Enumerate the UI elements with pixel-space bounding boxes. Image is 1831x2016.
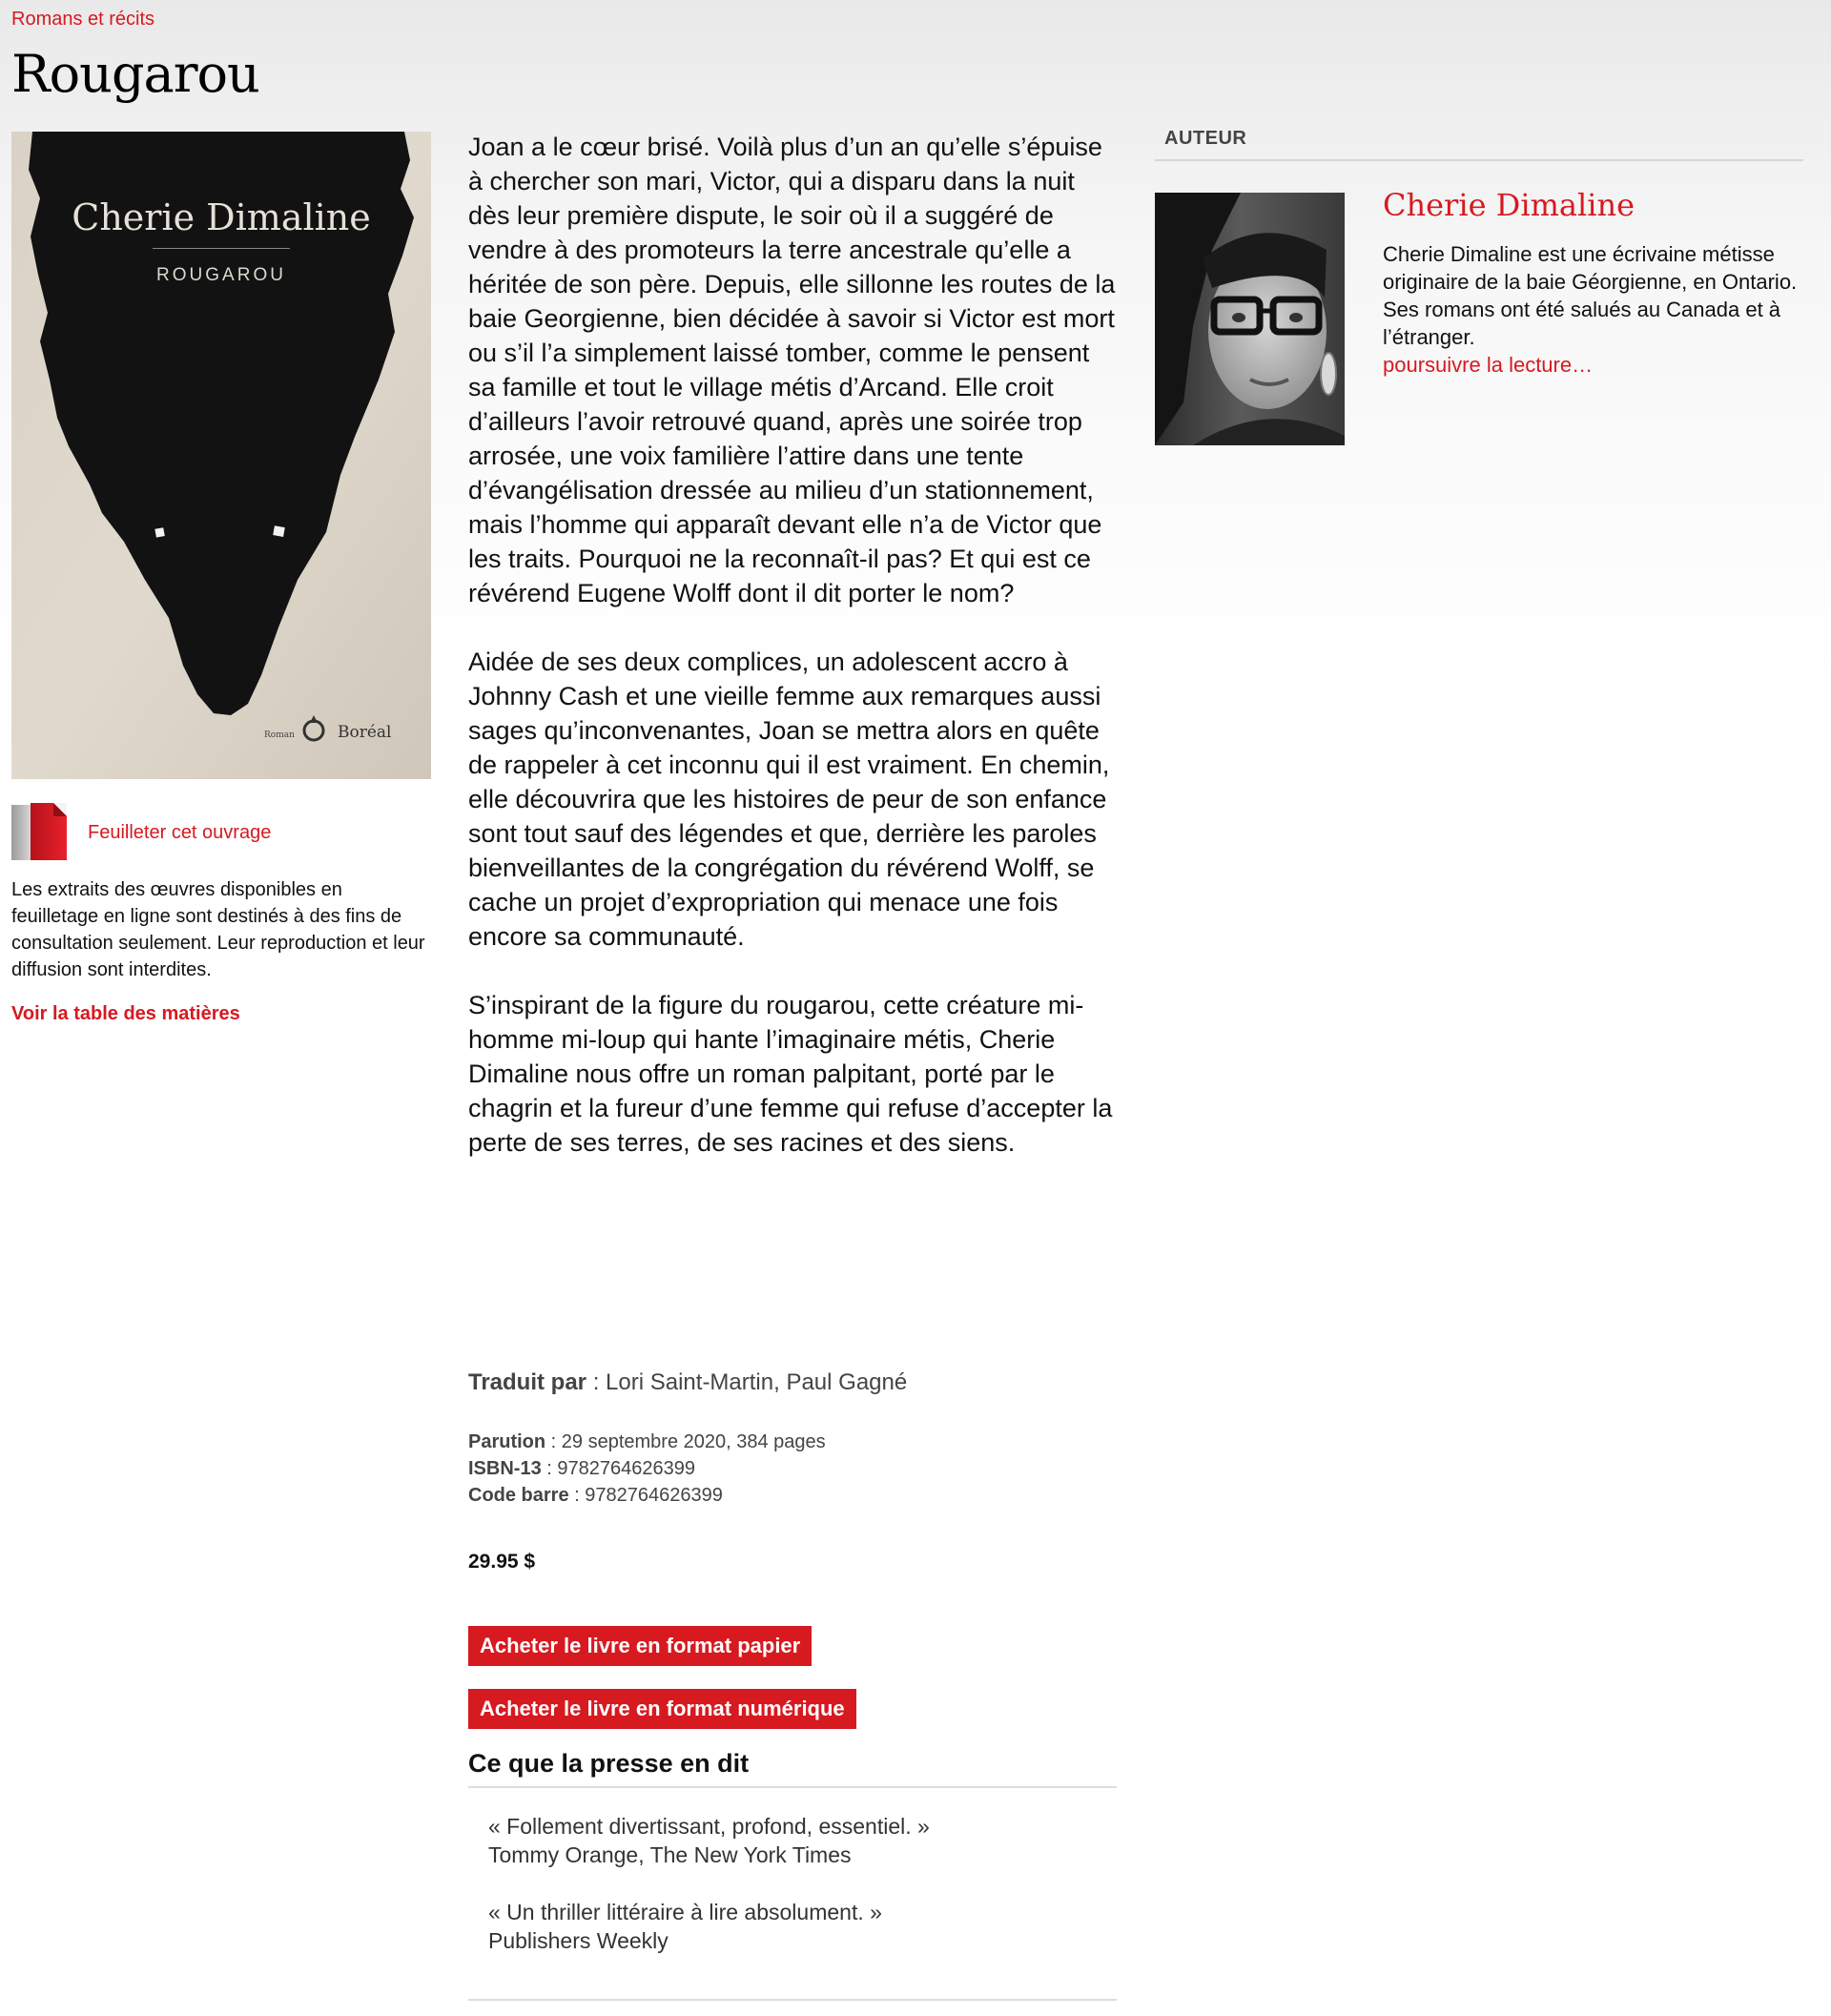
synopsis-paragraph: S’inspirant de la figure du rougarou, cette créature mi-homme mi-loup qui hante l’imaginaire métis, Cherie Dimaline nous offre un roman palpitant, porté par le chagrin et la fureur d’une femme qui refuse d’accepter la perte de ses terres, de ses racines et des siens. xyxy=(468,991,1113,1157)
author-photo[interactable] xyxy=(1155,193,1345,445)
page-title: Rougarou xyxy=(11,44,259,104)
category-link[interactable]: Romans et récits xyxy=(11,9,155,30)
press-quote xyxy=(488,1812,1099,1869)
cover-divider xyxy=(153,248,290,249)
book-preview-icon xyxy=(11,803,67,862)
book-cover[interactable] xyxy=(11,132,431,779)
author-bio xyxy=(1383,240,1812,379)
press-quote-text: « Un thriller littéraire à lire absolument. » xyxy=(488,1900,882,1924)
author-section-title: AUTEUR xyxy=(1155,128,1803,161)
preview-book-link[interactable] xyxy=(11,803,431,862)
isbn-row: ISBN-13 : 9782764626399 xyxy=(468,1458,695,1479)
isbn-label: ISBN-13 xyxy=(468,1458,542,1479)
cover-author-name: Cherie Dimaline xyxy=(72,196,371,238)
press-quote-source: Tommy Orange, The New York Times xyxy=(488,1842,852,1867)
book-price: 29.95 $ xyxy=(468,1551,536,1573)
release-label: Parution xyxy=(468,1431,546,1452)
cover-publisher: Boréal xyxy=(338,723,392,742)
barcode-row: Code barre : 9782764626399 xyxy=(468,1485,723,1506)
synopsis-paragraph: Aidée de ses deux complices, un adolescent accro à Johnny Cash et une vieille femme aux remarques aussi sages qu’inconvenantes, Joan se mettra alors en quête de rappeler à cet inconnu qui il est vraiment. En chemin, elle découvrira que les histoires de peur de son enfance sont tout sauf des légendes et que, derrière les paroles bienveillantes de la congrégation du révérend Wolff, se cache un projet d’expropriation qui menace une fois encore sa communauté. xyxy=(468,648,1110,951)
translators: Traduit par : Lori Saint-Martin, Paul Gagné xyxy=(468,1369,908,1395)
divider xyxy=(468,1999,1117,2001)
buy-paper-button[interactable]: Acheter le livre en format papier xyxy=(468,1626,812,1666)
isbn-value: 9782764626399 xyxy=(557,1458,695,1479)
press-quote xyxy=(488,1898,1099,1955)
preview-notice: Les extraits des œuvres disponibles en feuilletage en ligne sont destinés à des fins de consultation seulement. Leur reproduction et leur diffusion sont interdites. xyxy=(11,879,425,980)
author-name-link[interactable]: Cherie Dimaline xyxy=(1383,187,1635,223)
book-metadata xyxy=(468,1429,826,1509)
author-bio-text: Cherie Dimaline est une écrivaine métisse originaire de la baie Géorgienne, en Ontario. Ses romans ont été salués au Canada et à l’étranger. xyxy=(1383,242,1798,349)
translators-label: Traduit par xyxy=(468,1369,587,1395)
press-quote-text: « Follement divertissant, profond, essentiel. » xyxy=(488,1814,930,1839)
buy-digital-button[interactable]: Acheter le livre en format numérique xyxy=(468,1689,856,1729)
book-synopsis xyxy=(468,130,1119,1194)
press-quote-source: Publishers Weekly xyxy=(488,1928,669,1953)
author-read-more-link[interactable]: poursuivre la lecture… xyxy=(1383,353,1594,377)
barcode-label: Code barre xyxy=(468,1485,569,1506)
press-heading: Ce que la presse en dit xyxy=(468,1749,1117,1788)
cover-title: ROUGAROU xyxy=(156,265,286,285)
synopsis-paragraph: Joan a le cœur brisé. Voilà plus d’un an qu’elle s’épuise à chercher son mari, Victor, qui a disparu dans la nuit dès leur première dispute, le soir où il a suggéré de vendre à des promoteurs la terre ancestrale qu’elle a héritée de son père. Depuis, elle sillonne les routes de la baie Georgienne, bien décidée à savoir si Victor est mort ou s’il l’a simplement laissé tomber, comme le pensent sa famille et tout le village métis d’Arcand. Elle croit d’ailleurs l’avoir retrouvé quand, après une soirée trop arrosée, une voix familière l’attire dans une tente d’évangélisation dressée au milieu d’un stationnement, mais l’homme qui apparaît devant elle n’a de Victor que les traits. Pourquoi ne la reconnaît-il pas? Et qui est ce révérend Eugene Wolff dont il dit porter le nom? xyxy=(468,133,1116,607)
release-row: Parution : 29 septembre 2020, 384 pages xyxy=(468,1431,826,1452)
table-of-contents-link[interactable]: Voir la table des matières xyxy=(11,1003,240,1024)
author-portrait xyxy=(1155,193,1345,445)
release-value: 29 septembre 2020, 384 pages xyxy=(561,1431,826,1452)
preview-book-label[interactable]: Feuilleter cet ouvrage xyxy=(88,821,272,843)
translators-value: Lori Saint-Martin, Paul Gagné xyxy=(606,1369,908,1395)
cover-genre: Roman xyxy=(264,730,295,740)
barcode-value: 9782764626399 xyxy=(585,1485,723,1506)
